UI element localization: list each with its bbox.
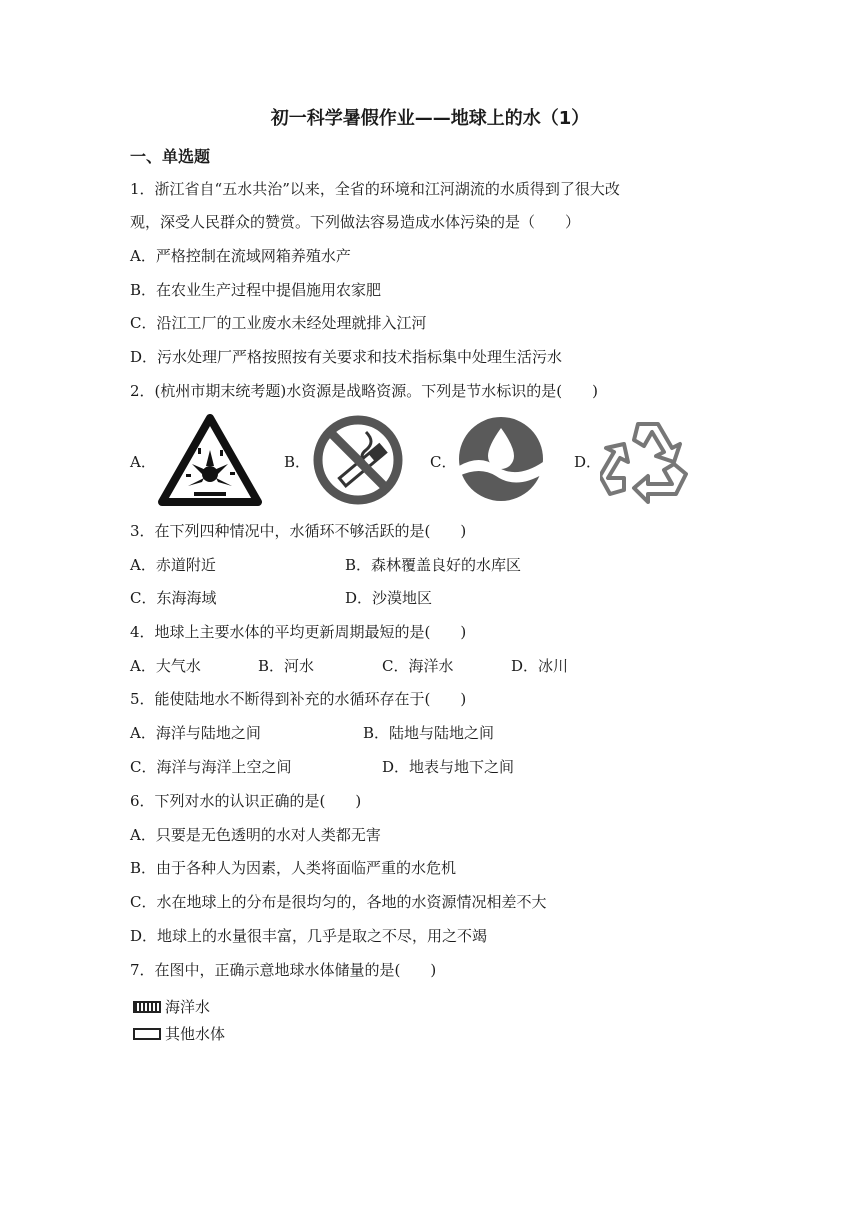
q6-option-b: B．由于各种人为因素，人类将面临严重的水危机 xyxy=(130,859,457,877)
q4-option-d: D．冰川 xyxy=(511,657,569,675)
q6-option-c: C．水在地球上的分布是很均匀的，各地的水资源情况相差不大 xyxy=(130,893,547,911)
q1-stem-line2: 观，深受人民群众的赞赏。下列做法容易造成水体污染的是（ ） xyxy=(130,213,581,231)
no-smoking-icon xyxy=(310,414,406,506)
empty-swatch-icon xyxy=(133,1028,161,1040)
q3-option-a: A．赤道附近 xyxy=(130,556,216,574)
q6-stem: 6．下列对水的认识正确的是( ) xyxy=(130,792,362,810)
q6-option-a: A．只要是无色透明的水对人类都无害 xyxy=(130,826,381,844)
q1-option-d: D．污水处理厂严格按照按有关要求和技术指标集中处理生活污水 xyxy=(130,348,563,366)
legend-ocean-water xyxy=(133,996,210,1017)
hatched-swatch-icon xyxy=(133,1001,161,1013)
q2-option-b-label: B． xyxy=(284,453,311,471)
water-saving-icon xyxy=(456,414,546,504)
legend-other-label: 其他水体 xyxy=(165,1025,226,1043)
q1-option-a: A．严格控制在流域网箱养殖水产 xyxy=(130,247,351,265)
page-title: 初一科学暑假作业——地球上的水（1） xyxy=(270,108,590,129)
q3-option-b: B．森林覆盖良好的水库区 xyxy=(345,556,522,574)
explosive-warning-icon xyxy=(158,414,262,506)
q5-stem: 5．能使陆地水不断得到补充的水循环存在于( ) xyxy=(130,690,467,708)
q3-option-c: C．东海海域 xyxy=(130,589,217,607)
q2-stem: 2．(杭州市期末统考题)水资源是战略资源。下列是节水标识的是( ) xyxy=(130,382,598,400)
legend-ocean-label: 海洋水 xyxy=(165,998,211,1016)
section-heading: 一、单选题 xyxy=(130,147,211,166)
q4-option-a: A．大气水 xyxy=(130,657,201,675)
q1-option-b: B．在农业生产过程中提倡施用农家肥 xyxy=(130,281,382,299)
q7-stem: 7．在图中，正确示意地球水体储量的是( ) xyxy=(130,961,437,979)
q2-option-d-label: D． xyxy=(574,453,602,471)
q4-option-c: C．海洋水 xyxy=(382,657,454,675)
q5-option-a: A．海洋与陆地之间 xyxy=(130,724,261,742)
recycle-icon xyxy=(600,414,696,506)
q5-option-c: C．海洋与海洋上空之间 xyxy=(130,758,292,776)
q2-option-a-label: A． xyxy=(130,453,156,471)
q3-stem: 3．在下列四种情况中，水循环不够活跃的是( ) xyxy=(130,522,467,540)
q1-stem-line1: 1．浙江省自“五水共治”以来，全省的环境和江河湖流的水质得到了很大改 xyxy=(130,180,620,198)
q2-option-c-label: C． xyxy=(430,453,457,471)
q5-option-d: D．地表与地下之间 xyxy=(382,758,515,776)
q6-option-d: D．地球上的水量很丰富，几乎是取之不尽，用之不竭 xyxy=(130,927,488,945)
q4-option-b: B．河水 xyxy=(258,657,315,675)
q4-stem: 4．地球上主要水体的平均更新周期最短的是( ) xyxy=(130,623,467,641)
legend-other-water xyxy=(133,1023,225,1044)
q1-option-c: C．沿江工厂的工业废水未经处理就排入江河 xyxy=(130,314,427,332)
q3-option-d: D．沙漠地区 xyxy=(345,589,433,607)
q2-options xyxy=(130,410,770,506)
q5-option-b: B．陆地与陆地之间 xyxy=(363,724,495,742)
